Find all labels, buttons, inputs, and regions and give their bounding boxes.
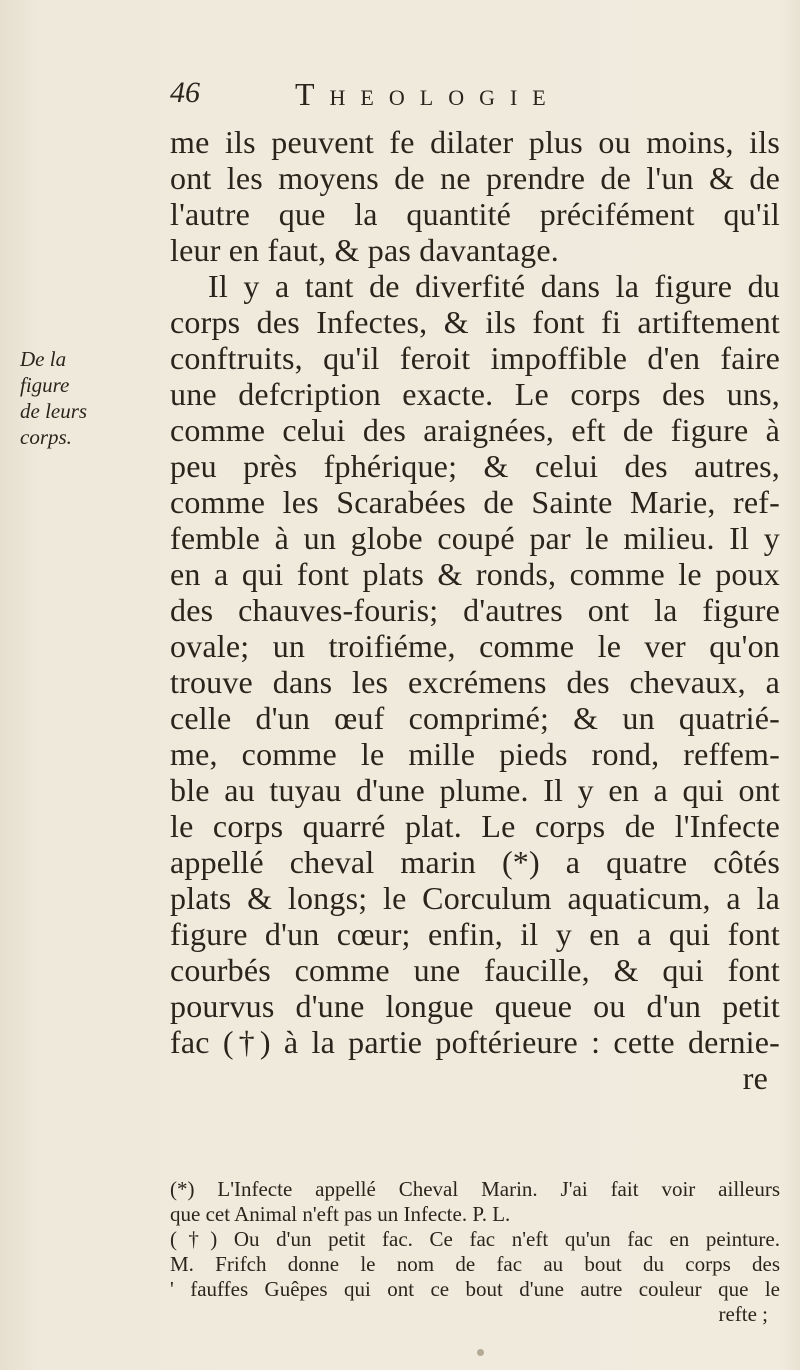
catchword: re xyxy=(742,1060,768,1096)
text-line: l'autre que la quantité précifément qu'il xyxy=(170,196,780,232)
text-line: comme les Scarabées de Sainte Marie, ref- xyxy=(170,484,780,520)
page-number: 46 xyxy=(170,76,200,109)
text-line: plats & longs; le Corculum aquaticum, a la xyxy=(170,880,780,916)
footnotes xyxy=(170,1177,780,1327)
footnote-line: ' fauffes Guêpes qui ont ce bout d'une autre couleur que le xyxy=(170,1277,780,1301)
text-line: figure d'un cœur; enfin, il y en a qui font xyxy=(170,916,780,952)
text-line: me, comme le mille pieds rond, reffem- xyxy=(170,736,780,772)
ink-spot xyxy=(477,1349,484,1356)
text-line: le corps quarré plat. Le corps de l'Infecte xyxy=(170,808,780,844)
text-line: courbés comme une faucille, & qui font xyxy=(170,952,780,988)
text-line: celle d'un œuf comprimé; & un quatrié- xyxy=(170,700,780,736)
text-line: corps des Infectes, & ils font fi artiftement xyxy=(170,304,780,340)
text-line: ble au tuyau d'une plume. Il y en a qui ont xyxy=(170,772,780,808)
margin-note-line: corps. xyxy=(20,425,72,449)
text-line: fac (†) à la partie poftérieure : cette dernie- xyxy=(170,1024,780,1060)
text-line: une defcription exacte. Le corps des uns, xyxy=(170,376,780,412)
text-line: Il y a tant de diverfité dans la figure du xyxy=(208,268,780,304)
text-line: des chauves-fouris; d'autres ont la figure xyxy=(170,592,780,628)
text-line: leur en faut, & pas davantage. xyxy=(170,232,559,268)
text-line: trouve dans les excrémens des chevaux, a xyxy=(170,664,780,700)
margin-note-line: figure xyxy=(20,373,70,397)
text-line: comme celui des araignées, eft de figure à xyxy=(170,412,780,448)
text-line: appellé cheval marin (*) a quatre côtés xyxy=(170,844,780,880)
text-line: ovale; un troifiéme, comme le ver qu'on xyxy=(170,628,780,664)
body-text xyxy=(170,124,780,1096)
footnote-line: (†) Ou d'un petit fac. Ce fac n'eft qu'un fac en peinture. xyxy=(170,1227,780,1251)
running-head-title: Theologie xyxy=(295,76,561,112)
margin-note xyxy=(20,346,130,450)
footnote-catchword: refte ; xyxy=(718,1302,768,1326)
footnote-line: (*) L'Infecte appellé Cheval Marin. J'ai fait voir ailleurs xyxy=(170,1177,780,1201)
margin-note-line: De la xyxy=(20,347,67,371)
text-line: femble à un globe coupé par le milieu. Il y xyxy=(170,520,780,556)
text-line: en a qui font plats & ronds, comme le poux xyxy=(170,556,780,592)
text-line: ont les moyens de ne prendre de l'un & de xyxy=(170,160,780,196)
text-line: peu près fphérique; & celui des autres, xyxy=(170,448,780,484)
text-line: pourvus d'une longue queue ou d'un petit xyxy=(170,988,780,1024)
text-line: me ils peuvent fe dilater plus ou moins, ils xyxy=(170,124,780,160)
text-line: conftruits, qu'il feroit impoffible d'en faire xyxy=(170,340,780,376)
footnote-line: que cet Animal n'eft pas un Infecte. P. L. xyxy=(170,1202,511,1226)
margin-note-line: de leurs xyxy=(20,399,88,423)
footnote-line: M. Frifch donne le nom de fac au bout du corps des xyxy=(170,1252,780,1276)
running-head xyxy=(170,76,770,116)
